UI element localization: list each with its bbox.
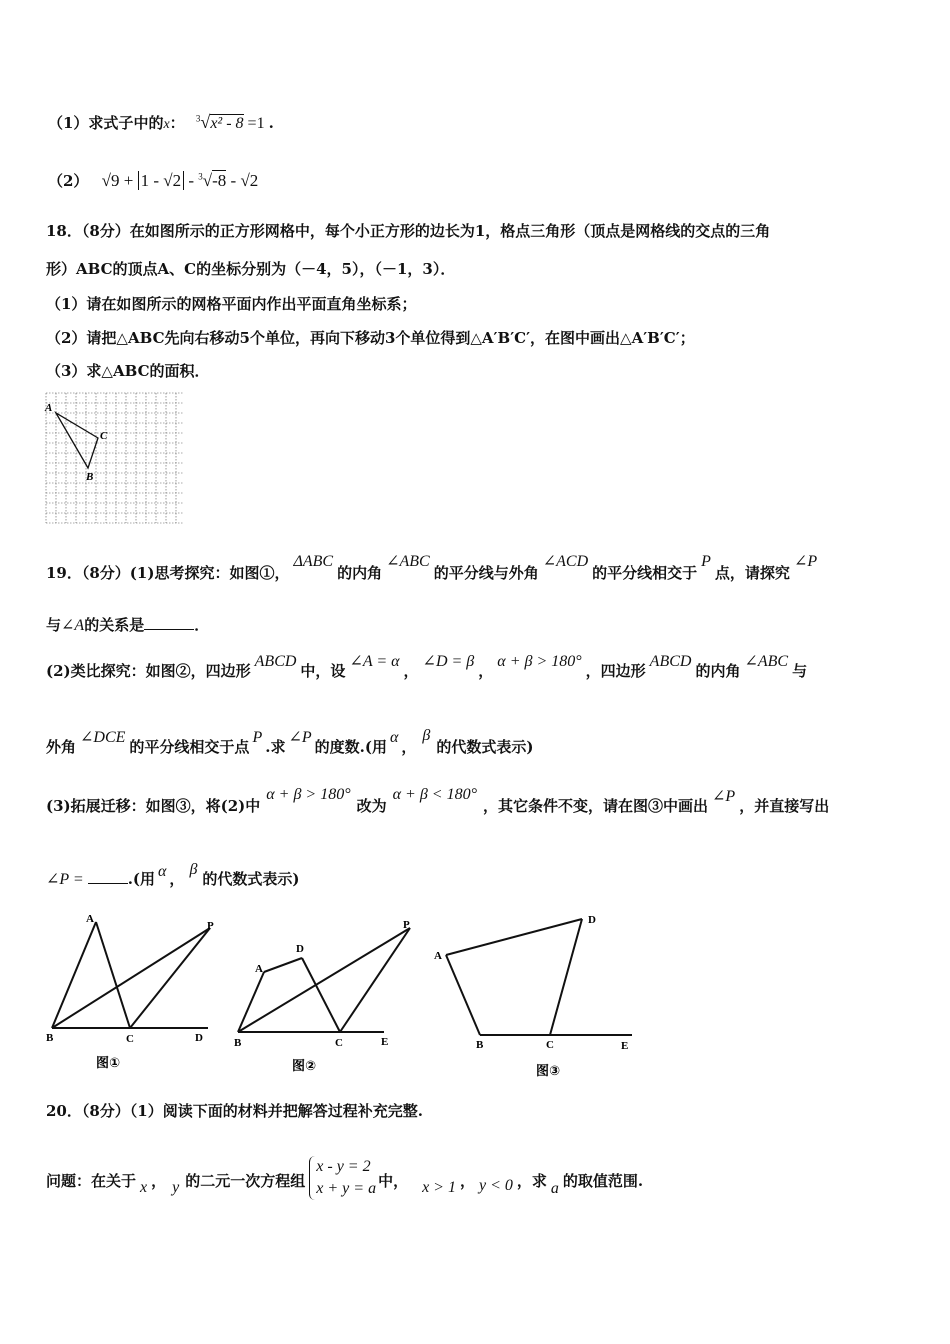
q19-figure-2 [228,912,418,1077]
fig1-label-b: B [46,1032,54,1044]
q19-figure-3 [428,905,643,1080]
q18-item3: （3）求△ABC的面积． [46,362,210,380]
q19-figure-1 [40,912,220,1077]
fig2-caption: 图② [292,1059,317,1074]
grid-lines [46,393,183,523]
fig2-label-e: E [381,1036,389,1048]
fig3-label-d: D [588,914,596,926]
fig1-label-a: A [86,913,94,925]
label-c: C [100,430,108,442]
equation-system: x - y = 2 x + y = a [309,1156,378,1200]
q18-item2: （2）请把△ABC先向右移动5个单位，再向下移动3个单位得到△A′B′C′，在图中画出△A′B′C′； [46,329,695,347]
q19-line2: 与∠A的关系是 ． [46,616,210,634]
q19-line6: ∠P = .(用 α ，β的代数式表示) [46,861,300,888]
fig3-label-a: A [434,950,442,962]
fig2-label-a: A [255,963,263,975]
q17-part1: （1）求式子中的x： $^3$√x² - 8 =1 . [48,112,274,132]
q18-grid-figure [40,390,190,528]
fig3-label-c: C [546,1039,554,1051]
cube-root-expression: $^3$√x² - 8 =1 [195,112,265,132]
triangle-abc [56,413,98,468]
fig3-caption: 图③ [536,1064,561,1079]
part2-expression: √9 + 1 - √2 - $^3$√-8 - √2 [101,171,259,190]
fig2-label-c: C [335,1037,343,1049]
q19-line3: (2)类比探究：如图②，四边形ABCD中，设∠A = α，∠D = β，α + β > 180°，四边形ABCD的内角∠ABC与 [46,653,808,680]
q18-line1: 18．（8分）在如图所示的正方形网格中，每个小正方形的边长为1，格点三角形（顶点是网格线的交点的三角 [46,222,771,240]
fig1-caption: 图① [96,1056,121,1071]
label-a: A [45,402,53,414]
fig3-label-b: B [476,1039,484,1051]
fig1-label-d: D [195,1032,203,1044]
q19-line4: 外角∠DCE的平分线相交于点P.求∠P的度数.(用α，β的代数式表示) [46,727,534,756]
q20-line2: 问题：在关于 x ， y 的二元一次方程组 x - y = 2 x + y = a 中， x > 1 ， y < 0 ，求 a 的取值范围. [46,1160,643,1204]
fig1-label-c: C [126,1033,134,1045]
fig2-label-b: B [234,1037,242,1049]
answer-blank-2[interactable] [88,871,128,884]
q18-item1: （1）请在如图所示的网格平面内作出平面直角坐标系； [46,295,417,313]
fig1-label-p: P [207,920,214,932]
q18-line2: 形）ABC的顶点A、C的坐标分别为（－4，5），（－1，3）． [46,260,456,278]
answer-blank[interactable] [144,617,194,630]
label-b: B [86,471,94,483]
q19-line1: 19．（8分）(1)思考探究：如图①，ΔABC的内角∠ABC的平分线与外角∠ACD的平分线相交于P点，请探究∠P [46,553,818,582]
fig2-label-p: P [403,919,410,931]
fig3-label-e: E [621,1040,629,1052]
q20-line1: 20．（8分）（1）阅读下面的材料并把解答过程补充完整. [46,1102,423,1120]
fig2-label-d: D [296,943,304,955]
q19-line5: (3)拓展迁移：如图③，将(2)中α + β > 180°改为α + β < 180°，其它条件不变，请在图③中画出∠P，并直接写出 [46,786,830,815]
q17-part2: （2） √9 + 1 - √2 - $^3$√-8 - √2 [48,171,259,190]
